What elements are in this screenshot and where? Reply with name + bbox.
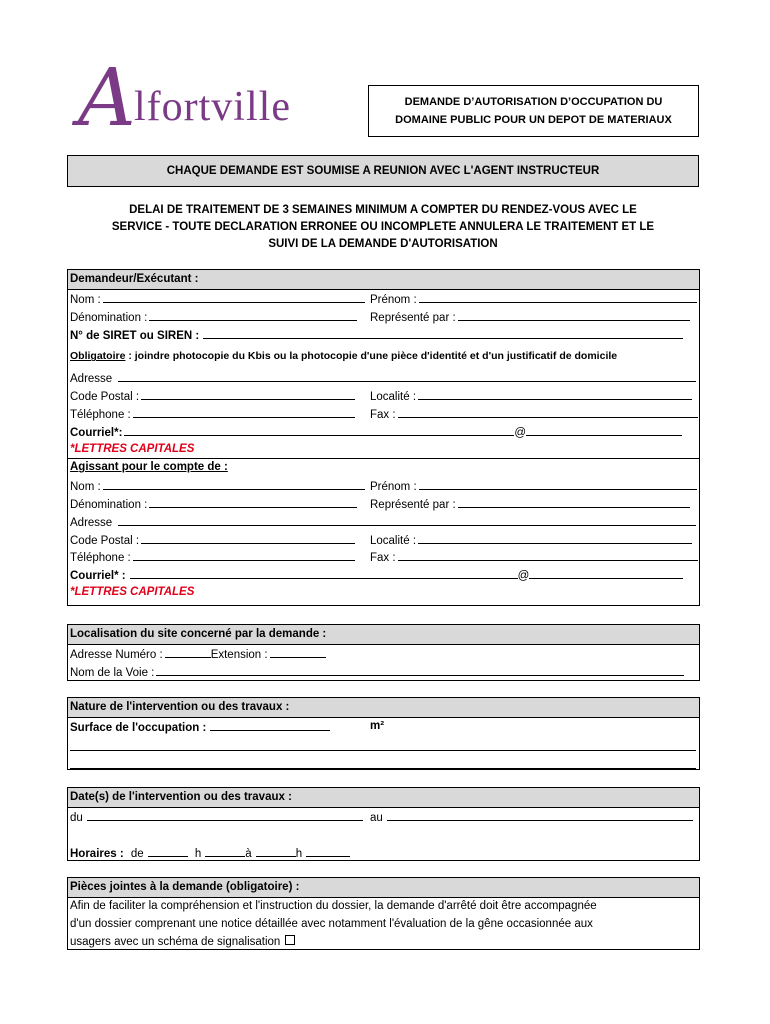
demandeur-cp-row [68,387,699,405]
pieces-line-1: Afin de faciliter la compréhension et l'instruction du dossier, la demande d'arrêté doit être accompagnée [70,900,597,912]
signalisation-checkbox[interactable] [285,935,295,945]
localisation-voie-row [68,663,699,681]
delai-notice [67,202,699,253]
nature-section [67,697,700,770]
nom-voie-label: Nom de la Voie : [70,666,155,679]
delai-line-2: SERVICE - TOUTE DECLARATION ERRONEE OU INCOMPLETE ANNULERA LE TRAITEMENT ET LE [111,221,655,233]
dates-spacer [68,826,699,844]
demandeur-lettres-row [68,441,699,459]
surface-row [68,718,699,736]
compte-prenom-label: Prénom : [370,481,417,494]
adresse-numero-label: Adresse Numéro : [70,649,163,661]
compte-code-postal-field[interactable] [141,531,355,544]
nature-field-1[interactable] [70,738,696,751]
au-label: au [370,812,383,824]
reunion-banner: CHAQUE DEMANDE EST SOUMISE A REUNION AVEC L'AGENT INSTRUCTEUR [67,155,699,187]
prenom-field[interactable] [419,290,697,303]
compte-denomination-field[interactable] [149,495,357,508]
siret-label: N° de SIRET ou SIREN : [70,329,200,342]
h2-label: h [295,847,303,860]
pieces-line-2: d'un dossier comprenant une notice détaillée avec notamment l'évaluation de la gêne occasionnée aux [70,917,593,930]
surface-label: Surface de l'occupation : [70,722,207,734]
dates-heading: Date(s) de l'intervention ou des travaux : [68,788,699,808]
localite-label: Localité : [370,391,417,404]
compte-heading: Agissant pour le compte de : [70,461,228,474]
compte-represente-field[interactable] [458,495,690,508]
obligatoire-label: Obligatoire [70,350,126,363]
nom-voie-field[interactable] [156,663,684,676]
fax-label: Fax : [370,408,396,421]
de-label: de [130,847,144,860]
siret-row [68,326,699,344]
denomination-label: Dénomination : [70,311,148,324]
lettres-capitales-note: *LETTRES CAPITALES [70,442,195,455]
obligatoire-text: : joindre photocopie du Kbis ou la photocopie d'une pièce d'identité et d'un justificatif de domicile [125,350,618,363]
compte-courriel-label: Courriel* : [70,570,126,583]
courriel-user-field[interactable] [124,423,514,436]
compte-courriel-domain-field[interactable] [529,566,683,579]
compte-adresse-row [68,513,699,531]
surface-unit: m² [370,720,385,732]
demandeur-tel-row [68,405,699,423]
compte-courriel-at: @ [517,570,530,583]
horaires-row [68,844,699,862]
delai-line-3: SUIVI DE LA DEMANDE D'AUTORISATION [268,238,498,250]
pieces-section [67,877,700,950]
form-title-line-1: DEMANDE D’AUTORISATION D’OCCUPATION DU [404,96,663,108]
compte-localite-label: Localité : [370,534,417,547]
form-title-line-2: DOMAINE PUBLIC POUR UN DEPOT DE MATERIAUX [395,114,672,126]
represente-field[interactable] [458,308,690,321]
adresse-label: Adresse [70,373,113,386]
compte-lettres-capitales-note: *LETTRES CAPITALES [70,585,195,598]
adresse-field[interactable] [118,369,696,382]
compte-tel-row [68,548,699,566]
demandeur-section [67,269,700,606]
nature-line-1 [68,736,699,754]
compte-lettres-row [68,584,699,602]
denomination-field[interactable] [149,308,357,321]
localite-field[interactable] [418,387,692,400]
localisation-section [67,624,700,681]
localisation-heading: Localisation du site concerné par la demande : [68,625,699,645]
dates-section [67,787,700,861]
demandeur-heading: Demandeur/Exécutant : [68,270,699,290]
hour-from-field[interactable] [148,844,188,857]
telephone-label: Téléphone : [70,408,131,421]
pieces-heading: Pièces jointes à la demande (obligatoire) : [68,878,699,898]
nom-label: Nom : [70,294,101,306]
compte-nom-label: Nom : [70,481,101,494]
minute-to-field[interactable] [306,844,350,857]
date-to-field[interactable] [387,808,693,821]
date-from-field[interactable] [87,808,363,821]
compte-fax-field[interactable] [398,548,698,561]
compte-localite-field[interactable] [418,531,692,544]
fax-field[interactable] [398,405,698,418]
adresse-numero-field[interactable] [165,645,211,658]
siret-field[interactable] [203,326,683,339]
code-postal-label: Code Postal : [70,391,140,404]
demandeur-adresse-row [68,369,699,387]
compte-fax-label: Fax : [370,552,396,565]
nature-line-2 [68,754,699,772]
courriel-label: Courriel*: [70,426,123,439]
compte-code-postal-label: Code Postal : [70,534,140,547]
du-label: du [70,812,83,824]
compte-courriel-row [68,566,699,584]
demandeur-denomination-row [68,308,699,326]
telephone-field[interactable] [133,405,355,418]
nature-field-2[interactable] [70,756,696,769]
compte-adresse-field[interactable] [118,513,696,526]
courriel-domain-field[interactable] [526,423,682,436]
extension-field[interactable] [270,645,326,658]
courriel-at: @ [514,426,527,439]
compte-prenom-field[interactable] [419,477,697,490]
prenom-label: Prénom : [370,294,417,306]
dates-du-au-row [68,808,699,826]
nom-field[interactable] [103,290,365,303]
a-label: à [245,847,252,860]
compte-courriel-user-field[interactable] [130,566,518,579]
hour-to-field[interactable] [256,844,296,857]
obligatoire-row [68,343,699,369]
compte-adresse-label: Adresse [70,516,113,529]
horaires-label: Horaires : [70,847,124,860]
represente-label: Représenté par : [370,311,456,324]
alfortville-logo [78,51,348,144]
demandeur-courriel-row [68,423,699,441]
h1-label: h [194,847,202,860]
compte-cp-row [68,531,699,549]
compte-nom-field[interactable] [103,477,365,490]
compte-denomination-label: Dénomination : [70,498,148,511]
delai-line-1: DELAI DE TRAITEMENT DE 3 SEMAINES MINIMUM A COMPTER DU RENDEZ-VOUS AVEC LE [129,204,637,216]
compte-telephone-field[interactable] [133,548,355,561]
form-title [368,85,699,137]
pieces-line-3: usagers avec un schéma de signalisation [70,935,281,948]
nature-heading: Nature de l'intervention ou des travaux : [68,698,699,718]
extension-label: Extension : [210,649,268,661]
pieces-line-3-row [68,934,699,952]
minute-from-field[interactable] [205,844,245,857]
compte-telephone-label: Téléphone : [70,552,131,565]
logo-initial: A [78,51,136,144]
code-postal-field[interactable] [141,387,355,400]
localisation-numero-row [68,645,699,663]
compte-nom-row [68,477,699,495]
compte-represente-label: Représenté par : [370,498,456,511]
demandeur-nom-row [68,290,699,308]
logo-text: lfortville [134,84,291,130]
surface-field[interactable] [210,718,330,731]
compte-denomination-row [68,495,699,513]
compte-heading-row [68,458,699,477]
